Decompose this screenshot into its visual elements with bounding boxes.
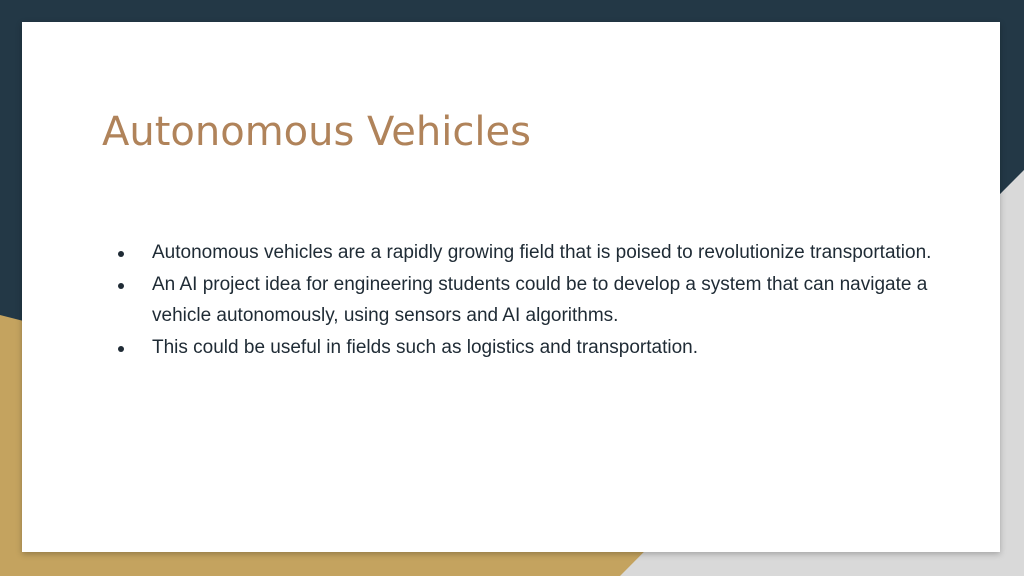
bullet-list xyxy=(152,237,932,363)
bullet-item xyxy=(152,332,932,364)
bullet-item xyxy=(152,237,932,269)
bullet-dot-icon xyxy=(118,251,124,257)
bullet-dot-icon xyxy=(118,346,124,352)
bullet-text: Autonomous vehicles are a rapidly growing field that is poised to revolutionize transportation. xyxy=(152,242,932,263)
bullet-dot-icon xyxy=(118,283,124,289)
slide-content-card xyxy=(22,22,1000,552)
slide-title: Autonomous Vehicles xyxy=(102,109,531,155)
bullet-item xyxy=(152,269,932,332)
bullet-text: This could be useful in fields such as logistics and transportation. xyxy=(152,336,699,358)
bullet-text: An AI project idea for engineering students could be to develop a system that can navigate a vehicle autonomously, using sensors and AI algorithms. xyxy=(152,273,928,326)
